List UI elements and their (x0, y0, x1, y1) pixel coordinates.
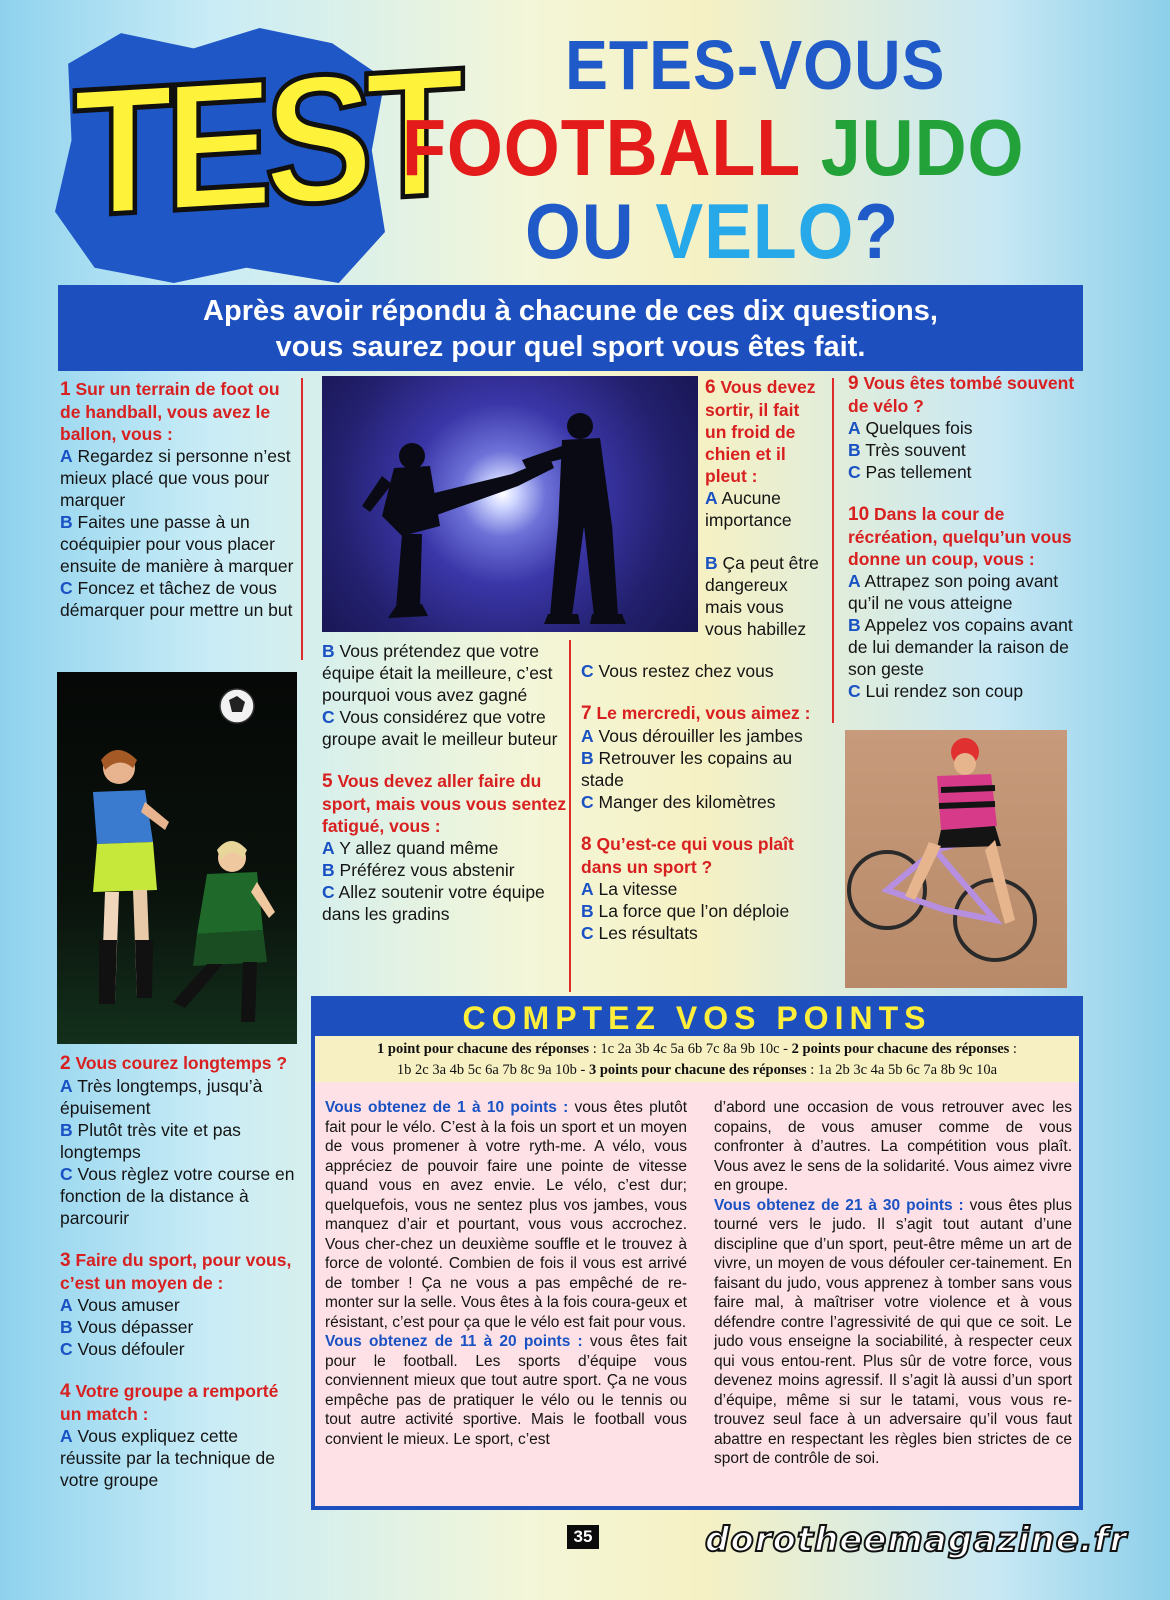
answer-text: Regardez si personne n’est mieux placé que vous pour marquer (60, 446, 291, 510)
question-text: Dans la cour de récréation, quelqu’un vous donne un coup, vous : (848, 504, 1072, 569)
answer-letter: A (60, 1295, 73, 1315)
answer-text: Retrouver les copains au stade (581, 748, 793, 790)
question-number: 1 (60, 379, 71, 400)
answer-letter: A (581, 879, 594, 899)
intro-line2: vous saurez pour quel sport vous êtes fait. (275, 331, 866, 363)
answer-text: Vous considérez que votre groupe avait le meilleur buteur (322, 707, 558, 749)
result-2-continued: d’abord une occasion de vous retrouver avec les copains, de vous amuser comme de vous confronter à d’autres. La compétition vous plaît. Vous avez le sens de la solidarité. Vous aimez vivre en groupe. (714, 1099, 1072, 1194)
question-text: Vous devez aller faire du sport, mais vous vous sentez fatigué, vous : (322, 771, 567, 836)
judo-photo (322, 376, 698, 632)
result-2-text: vous êtes fait pour le football. Les sports d’équipe vous conviennent mieux que tout autre sport. Ça ne vous empêche pas de pratiquer le vélo ou le tennis ou tout autre activité sportive. Mais le football vous convient le mieux. Le sport, c’est (325, 1333, 687, 1448)
answer-letter: C (322, 882, 335, 902)
answer-letter: C (581, 661, 594, 681)
answer-letter: A (848, 418, 861, 438)
answer-text: Aucune importance (705, 488, 792, 530)
headline-judo: JUDO (820, 103, 1025, 192)
answer-letter: B (60, 1120, 73, 1140)
answer-text: Très longtemps, jusqu’à épuisement (60, 1076, 263, 1118)
answer-text: Allez soutenir votre équipe dans les gradins (322, 882, 545, 924)
answer-text: Lui rendez son coup (865, 681, 1024, 701)
question-number: 4 (60, 1381, 71, 1402)
result-column-right (714, 1098, 1072, 1469)
answer-letter: C (848, 462, 861, 482)
answer-text: Vous restez chez vous (598, 661, 774, 681)
headline-velo: VELO (655, 187, 855, 275)
answer-letter: A (848, 571, 861, 591)
answer-letter: B (322, 641, 335, 661)
rule-2-list-a: : (1009, 1041, 1017, 1057)
question-4-continued (322, 640, 567, 750)
answer-letter: B (705, 553, 718, 573)
question-text: Qu’est-ce qui vous plaît dans un sport ? (581, 834, 794, 877)
answer-text: Faites une passe à un coéquipier pour vous placer ensuite de manière à marquer (60, 512, 294, 576)
rule-1-label: 1 point pour chacune des réponses (377, 1041, 590, 1057)
questions-4-5 (322, 640, 567, 925)
soccer-photo (57, 672, 297, 1044)
rule-2-list-b: 1b 2c 3a 4b 5c 6a 7b 8c 9a 10b - (396, 1062, 589, 1078)
answer-letter: B (848, 615, 861, 635)
result-1-lead: Vous obtenez de 1 à 10 points : (325, 1099, 569, 1116)
answer-text: Vous expliquez cette réussite par la technique de votre groupe (60, 1426, 275, 1490)
answer-text: La vitesse (598, 879, 678, 899)
question-8 (581, 833, 831, 944)
question-text: Vous courez longtemps ? (75, 1053, 288, 1073)
intro-banner (58, 285, 1083, 371)
question-5 (322, 770, 567, 925)
soccer-illustration (57, 672, 297, 1044)
answer-letter: C (581, 792, 594, 812)
judo-illustration (322, 376, 698, 632)
question-text: Le mercredi, vous aimez : (596, 703, 811, 723)
question-text: Vous êtes tombé souvent de vélo ? (848, 373, 1075, 416)
result-1 (325, 1098, 687, 1332)
column-divider (569, 640, 571, 992)
result-2 (325, 1332, 687, 1449)
rule-1-list: : 1c 2a 3b 4c 5a 6b 7c 8a 9b 10c - (589, 1041, 792, 1057)
question-number: 2 (60, 1053, 71, 1074)
answer-letter: C (60, 1164, 73, 1184)
headline-question-mark: ? (854, 187, 900, 275)
questions-9-10 (848, 372, 1088, 702)
answer-letter: A (60, 446, 73, 466)
test-logo (55, 28, 456, 283)
question-number: 8 (581, 834, 592, 855)
answer-text: Vous défouler (77, 1339, 185, 1359)
column-divider (301, 378, 303, 660)
question-6 (705, 376, 825, 531)
answer-letter: C (60, 1339, 73, 1359)
scoring-box (311, 996, 1083, 1510)
answer-text: Appelez vos copains avant de lui demander la raison de son geste (848, 615, 1073, 679)
answer-text: Manger des kilomètres (598, 792, 776, 812)
answer-letter: C (581, 923, 594, 943)
headline-ou: OU (525, 187, 635, 275)
question-7 (581, 702, 831, 813)
rule-3-list: : 1a 2b 3c 4a 5b 6c 7a 8b 9c 10a (806, 1062, 998, 1078)
answer-letter: B (581, 901, 594, 921)
question-number: 9 (848, 373, 859, 394)
questions-6-8 (581, 660, 831, 944)
answer-letter: A (705, 488, 718, 508)
question-number: 7 (581, 703, 592, 724)
result-2-lead: Vous obtenez de 11 à 20 points : (325, 1333, 583, 1350)
question-9 (848, 372, 1088, 483)
question-4 (60, 1380, 300, 1491)
answer-text: La force que l’on déploie (598, 901, 790, 921)
question-number: 10 (848, 504, 870, 525)
intro-line1: Après avoir répondu à chacune de ces dix questions, (203, 295, 938, 327)
answer-letter: A (60, 1076, 73, 1096)
result-1-text: vous êtes plutôt fait pour le vélo. C’est à la fois un sport et un moyen de vous promener à votre ryth-me. A vélo, vous appréciez de pouvoir faire une pointe de vitesse quand vous en avez envie. Le vélo, c’est dur; quelquefois, vous ne sentez plus vos jambes, vous manquez d’air et pourtant, vous vous accrochez. Vous cher-chez un deuxième souffle et le trouvez à force de volonté. Combien de fois il vous est arrivé de tomber ! Ça ne vous a pas empêché de re-monter sur la selle. Vous êtes à la fois coura-geux et résistant, c’est pour ça que le vélo est fait pour vous. (325, 1099, 688, 1331)
result-column-left (325, 1098, 687, 1449)
answer-text: Vous prétendez que votre équipe était la meilleure, c’est pourquoi vous avez gagné (322, 641, 553, 705)
bike-photo (845, 730, 1067, 988)
answer-letter: B (581, 748, 594, 768)
question-text: Votre groupe a remporté un match : (60, 1381, 279, 1424)
answer-letter: A (581, 726, 594, 746)
answer-text: Vous règlez votre course en fonction de la distance à parcourir (60, 1164, 295, 1228)
question-number: 5 (322, 771, 333, 792)
page-number: 35 (567, 1525, 599, 1549)
column-divider (832, 378, 834, 723)
answer-letter: B (60, 1317, 73, 1337)
question-6-answer-b (705, 552, 825, 640)
question-text: Sur un terrain de foot ou de handball, vous avez le ballon, vous : (60, 379, 280, 444)
answer-text: Foncez et tâchez de vous démarquer pour mettre un but (60, 578, 293, 620)
headline-line3 (525, 187, 900, 275)
result-3 (714, 1196, 1072, 1469)
result-3-text: vous êtes plus tourné vers le judo. Il s’agit tout autant d’une discipline que d’un sport, peut-être même un art de vivre, un moyen de vous défouler cer-tainement. En faisant du judo, vous apprenez à tomber sans vous faire mal, à maîtriser votre violence et à vous défendre contre l’agressivité de qui que ce soit. Le judo vous enseigne la sociabilité, à respecter ceux qui vous entou-rent. Plus sûr de votre force, vous devenez moins agressif. Il s’agit là aussi d’un sport d’équipe, même si sur le tatami, vous vous re-trouvez seul face à un adversaire qu’il vous faut abattre en respectant les règles bien strictes de ce sport de contrôle de soi. (714, 1196, 1072, 1467)
scoring-title: COMPTEZ VOS POINTS (315, 1000, 1079, 1036)
answer-text: Préférez vous abstenir (339, 860, 515, 880)
answer-text: Vous dérouiller les jambes (598, 726, 803, 746)
answer-letter: A (322, 838, 335, 858)
answer-text: Y allez quand même (339, 838, 499, 858)
answer-letter: C (322, 707, 335, 727)
question-3 (60, 1249, 300, 1360)
questions-2-4 (60, 1052, 300, 1491)
answer-letter: A (60, 1426, 73, 1446)
question-text: Faire du sport, pour vous, c’est un moyen de : (60, 1250, 292, 1293)
rule-2-label: 2 points pour chacune des réponses (791, 1041, 1010, 1057)
headline-line2 (402, 103, 1025, 192)
answer-text: Très souvent (865, 440, 966, 460)
bike-illustration (845, 730, 1067, 988)
watermark: dorotheemagazine.fr (705, 1520, 1128, 1560)
answer-text: Attrapez son poing avant qu’il ne vous atteigne (848, 571, 1059, 613)
scoring-rules (315, 1036, 1079, 1082)
question-number: 3 (60, 1250, 71, 1271)
answer-text: Plutôt très vite et pas longtemps (60, 1120, 241, 1162)
answer-letter: C (60, 578, 73, 598)
answer-text: Vous amuser (77, 1295, 180, 1315)
question-10 (848, 503, 1088, 702)
answer-letter: C (848, 681, 861, 701)
question-text: Vous devez sortir, il fait un froid de chien et il pleut : (705, 377, 816, 486)
headline-football: FOOTBALL (402, 103, 800, 192)
answer-text: Ça peut être dangereux mais vous vous habillez (705, 553, 819, 639)
logo-text: TEST (73, 28, 456, 255)
result-3-lead: Vous obtenez de 21 à 30 points : (714, 1196, 964, 1214)
question-1 (60, 378, 296, 621)
headline-line1: ETES-VOUS (565, 26, 946, 104)
answer-letter: B (322, 860, 335, 880)
answer-letter: B (60, 512, 73, 532)
answer-text: Les résultats (598, 923, 698, 943)
answer-text: Quelques fois (865, 418, 973, 438)
question-6-answer-c (581, 660, 831, 682)
answer-letter: B (848, 440, 861, 460)
answer-text: Pas tellement (865, 462, 972, 482)
question-2 (60, 1052, 300, 1229)
answer-text: Vous dépasser (77, 1317, 194, 1337)
question-number: 6 (705, 377, 716, 398)
rule-3-label: 3 points pour chacune des réponses (588, 1062, 807, 1078)
